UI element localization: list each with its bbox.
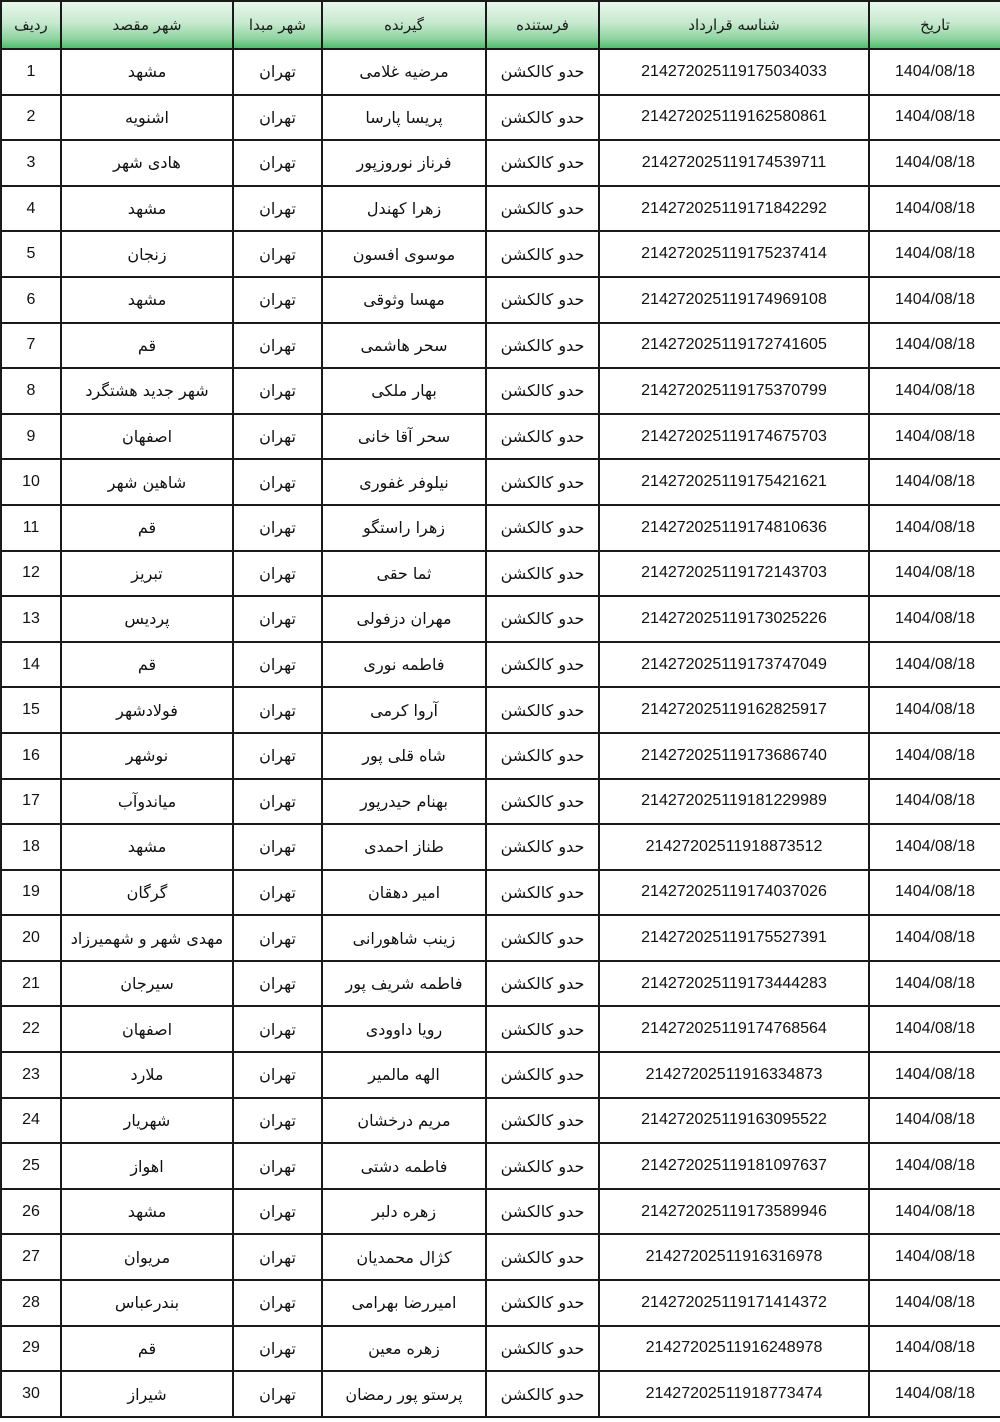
cell-date: 1404/08/18 bbox=[869, 1052, 1000, 1098]
cell-recipient: آروا کرمی bbox=[322, 687, 486, 733]
cell-origin-city: تهران bbox=[233, 824, 322, 870]
cell-row-number: 2 bbox=[1, 95, 61, 141]
cell-origin-city: تهران bbox=[233, 642, 322, 688]
cell-sender: حدو کالکشن bbox=[486, 1143, 599, 1189]
header-recipient: گیرنده bbox=[322, 1, 486, 49]
cell-row-number: 19 bbox=[1, 870, 61, 916]
header-date: تاریخ bbox=[869, 1, 1000, 49]
cell-recipient: کژال محمدیان bbox=[322, 1234, 486, 1280]
cell-origin-city: تهران bbox=[233, 1052, 322, 1098]
cell-row-number: 22 bbox=[1, 1006, 61, 1052]
cell-sender: حدو کالکشن bbox=[486, 596, 599, 642]
cell-origin-city: تهران bbox=[233, 186, 322, 232]
cell-sender: حدو کالکشن bbox=[486, 49, 599, 95]
cell-sender: حدو کالکشن bbox=[486, 642, 599, 688]
cell-recipient: سحر هاشمی bbox=[322, 323, 486, 369]
cell-origin-city: تهران bbox=[233, 49, 322, 95]
cell-row-number: 9 bbox=[1, 414, 61, 460]
cell-origin-city: تهران bbox=[233, 1280, 322, 1326]
cell-date: 1404/08/18 bbox=[869, 961, 1000, 1007]
cell-row-number: 4 bbox=[1, 186, 61, 232]
cell-contract-id: 21427202511918873512 bbox=[599, 824, 869, 870]
cell-date: 1404/08/18 bbox=[869, 140, 1000, 186]
cell-recipient: فاطمه نوری bbox=[322, 642, 486, 688]
cell-origin-city: تهران bbox=[233, 368, 322, 414]
table-row bbox=[1, 459, 1000, 505]
table-row bbox=[1, 1052, 1000, 1098]
cell-sender: حدو کالکشن bbox=[486, 870, 599, 916]
cell-contract-id: 214272025119173025226 bbox=[599, 596, 869, 642]
cell-contract-id: 214272025119175237414 bbox=[599, 231, 869, 277]
cell-sender: حدو کالکشن bbox=[486, 186, 599, 232]
cell-sender: حدو کالکشن bbox=[486, 733, 599, 779]
cell-sender: حدو کالکشن bbox=[486, 459, 599, 505]
cell-recipient: مرضیه غلامی bbox=[322, 49, 486, 95]
cell-origin-city: تهران bbox=[233, 961, 322, 1007]
cell-contract-id: 214272025119163095522 bbox=[599, 1098, 869, 1144]
cell-row-number: 17 bbox=[1, 779, 61, 825]
cell-destination-city: مشهد bbox=[61, 186, 233, 232]
cell-destination-city: اصفهان bbox=[61, 414, 233, 460]
cell-contract-id: 214272025119174037026 bbox=[599, 870, 869, 916]
cell-row-number: 10 bbox=[1, 459, 61, 505]
cell-destination-city: قم bbox=[61, 1326, 233, 1372]
table-row bbox=[1, 1371, 1000, 1417]
cell-destination-city: شهریار bbox=[61, 1098, 233, 1144]
cell-sender: حدو کالکشن bbox=[486, 1052, 599, 1098]
cell-contract-id: 214272025119174539711 bbox=[599, 140, 869, 186]
cell-date: 1404/08/18 bbox=[869, 551, 1000, 597]
cell-date: 1404/08/18 bbox=[869, 1143, 1000, 1189]
cell-row-number: 14 bbox=[1, 642, 61, 688]
cell-destination-city: اشنویه bbox=[61, 95, 233, 141]
table-row bbox=[1, 140, 1000, 186]
cell-row-number: 8 bbox=[1, 368, 61, 414]
cell-sender: حدو کالکشن bbox=[486, 1326, 599, 1372]
cell-date: 1404/08/18 bbox=[869, 870, 1000, 916]
cell-destination-city: مریوان bbox=[61, 1234, 233, 1280]
cell-origin-city: تهران bbox=[233, 231, 322, 277]
cell-contract-id: 21427202511918773474 bbox=[599, 1371, 869, 1417]
cell-origin-city: تهران bbox=[233, 414, 322, 460]
cell-sender: حدو کالکشن bbox=[486, 231, 599, 277]
table-row bbox=[1, 870, 1000, 916]
cell-date: 1404/08/18 bbox=[869, 1326, 1000, 1372]
cell-recipient: شاه قلی پور bbox=[322, 733, 486, 779]
cell-destination-city: قم bbox=[61, 323, 233, 369]
cell-destination-city: پردیس bbox=[61, 596, 233, 642]
cell-destination-city: اهواز bbox=[61, 1143, 233, 1189]
cell-origin-city: تهران bbox=[233, 1189, 322, 1235]
cell-date: 1404/08/18 bbox=[869, 915, 1000, 961]
cell-destination-city: سیرجان bbox=[61, 961, 233, 1007]
cell-row-number: 7 bbox=[1, 323, 61, 369]
cell-contract-id: 214272025119172143703 bbox=[599, 551, 869, 597]
cell-contract-id: 214272025119174675703 bbox=[599, 414, 869, 460]
cell-row-number: 29 bbox=[1, 1326, 61, 1372]
cell-destination-city: گرگان bbox=[61, 870, 233, 916]
table-row bbox=[1, 1234, 1000, 1280]
cell-recipient: نیلوفر غفوری bbox=[322, 459, 486, 505]
table-row bbox=[1, 1143, 1000, 1189]
cell-date: 1404/08/18 bbox=[869, 368, 1000, 414]
cell-destination-city: اصفهان bbox=[61, 1006, 233, 1052]
cell-row-number: 15 bbox=[1, 687, 61, 733]
cell-recipient: بهار ملکی bbox=[322, 368, 486, 414]
header-destination-city: شهر مقصد bbox=[61, 1, 233, 49]
cell-date: 1404/08/18 bbox=[869, 323, 1000, 369]
cell-row-number: 30 bbox=[1, 1371, 61, 1417]
table-row bbox=[1, 915, 1000, 961]
cell-sender: حدو کالکشن bbox=[486, 915, 599, 961]
table-row bbox=[1, 1189, 1000, 1235]
cell-origin-city: تهران bbox=[233, 733, 322, 779]
table-body bbox=[1, 49, 1000, 1417]
cell-contract-id: 214272025119171842292 bbox=[599, 186, 869, 232]
cell-date: 1404/08/18 bbox=[869, 596, 1000, 642]
cell-recipient: الهه مالمیر bbox=[322, 1052, 486, 1098]
cell-row-number: 26 bbox=[1, 1189, 61, 1235]
cell-contract-id: 21427202511916334873 bbox=[599, 1052, 869, 1098]
cell-recipient: امیر دهقان bbox=[322, 870, 486, 916]
cell-sender: حدو کالکشن bbox=[486, 1371, 599, 1417]
table-row bbox=[1, 95, 1000, 141]
cell-contract-id: 214272025119174768564 bbox=[599, 1006, 869, 1052]
cell-contract-id: 214272025119181097637 bbox=[599, 1143, 869, 1189]
table-row bbox=[1, 1326, 1000, 1372]
cell-sender: حدو کالکشن bbox=[486, 1280, 599, 1326]
table-row bbox=[1, 323, 1000, 369]
cell-contract-id: 21427202511916316978 bbox=[599, 1234, 869, 1280]
cell-origin-city: تهران bbox=[233, 870, 322, 916]
cell-recipient: سحر آقا خانی bbox=[322, 414, 486, 460]
cell-destination-city: شیراز bbox=[61, 1371, 233, 1417]
cell-date: 1404/08/18 bbox=[869, 277, 1000, 323]
cell-contract-id: 214272025119175421621 bbox=[599, 459, 869, 505]
table-row bbox=[1, 231, 1000, 277]
cell-contract-id: 214272025119175034033 bbox=[599, 49, 869, 95]
cell-sender: حدو کالکشن bbox=[486, 824, 599, 870]
cell-destination-city: بندرعباس bbox=[61, 1280, 233, 1326]
cell-origin-city: تهران bbox=[233, 1234, 322, 1280]
header-row bbox=[1, 1, 1000, 49]
cell-row-number: 16 bbox=[1, 733, 61, 779]
cell-contract-id: 214272025119173589946 bbox=[599, 1189, 869, 1235]
cell-date: 1404/08/18 bbox=[869, 1098, 1000, 1144]
cell-row-number: 23 bbox=[1, 1052, 61, 1098]
cell-destination-city: مشهد bbox=[61, 824, 233, 870]
cell-origin-city: تهران bbox=[233, 505, 322, 551]
cell-sender: حدو کالکشن bbox=[486, 277, 599, 323]
table-row bbox=[1, 368, 1000, 414]
cell-origin-city: تهران bbox=[233, 1143, 322, 1189]
cell-destination-city: میاندوآب bbox=[61, 779, 233, 825]
cell-row-number: 6 bbox=[1, 277, 61, 323]
cell-row-number: 12 bbox=[1, 551, 61, 597]
cell-destination-city: مشهد bbox=[61, 1189, 233, 1235]
cell-contract-id: 214272025119175370799 bbox=[599, 368, 869, 414]
cell-recipient: زهرا راستگو bbox=[322, 505, 486, 551]
cell-origin-city: تهران bbox=[233, 551, 322, 597]
cell-recipient: فاطمه شریف پور bbox=[322, 961, 486, 1007]
cell-date: 1404/08/18 bbox=[869, 1189, 1000, 1235]
cell-row-number: 3 bbox=[1, 140, 61, 186]
cell-origin-city: تهران bbox=[233, 1098, 322, 1144]
cell-date: 1404/08/18 bbox=[869, 414, 1000, 460]
cell-contract-id: 214272025119162580861 bbox=[599, 95, 869, 141]
table-row bbox=[1, 505, 1000, 551]
table-row bbox=[1, 551, 1000, 597]
cell-sender: حدو کالکشن bbox=[486, 687, 599, 733]
cell-origin-city: تهران bbox=[233, 323, 322, 369]
cell-destination-city: شهر جدید هشتگرد bbox=[61, 368, 233, 414]
table-row bbox=[1, 1098, 1000, 1144]
table-row bbox=[1, 642, 1000, 688]
cell-origin-city: تهران bbox=[233, 779, 322, 825]
cell-row-number: 25 bbox=[1, 1143, 61, 1189]
cell-sender: حدو کالکشن bbox=[486, 505, 599, 551]
table-row bbox=[1, 596, 1000, 642]
cell-recipient: فرناز نوروزپور bbox=[322, 140, 486, 186]
cell-date: 1404/08/18 bbox=[869, 779, 1000, 825]
cell-sender: حدو کالکشن bbox=[486, 1189, 599, 1235]
cell-sender: حدو کالکشن bbox=[486, 368, 599, 414]
cell-destination-city: مهدی شهر و شهمیرزاد bbox=[61, 915, 233, 961]
cell-sender: حدو کالکشن bbox=[486, 779, 599, 825]
cell-recipient: بهنام حیدرپور bbox=[322, 779, 486, 825]
cell-recipient: زهره معین bbox=[322, 1326, 486, 1372]
cell-destination-city: مشهد bbox=[61, 49, 233, 95]
cell-destination-city: قم bbox=[61, 505, 233, 551]
cell-destination-city: قم bbox=[61, 642, 233, 688]
cell-origin-city: تهران bbox=[233, 915, 322, 961]
cell-destination-city: نوشهر bbox=[61, 733, 233, 779]
header-contract-id: شناسه قرارداد bbox=[599, 1, 869, 49]
cell-date: 1404/08/18 bbox=[869, 231, 1000, 277]
header-sender: فرستنده bbox=[486, 1, 599, 49]
cell-row-number: 1 bbox=[1, 49, 61, 95]
cell-row-number: 24 bbox=[1, 1098, 61, 1144]
cell-recipient: مریم درخشان bbox=[322, 1098, 486, 1144]
cell-contract-id: 214272025119175527391 bbox=[599, 915, 869, 961]
cell-destination-city: تبریز bbox=[61, 551, 233, 597]
cell-row-number: 11 bbox=[1, 505, 61, 551]
table-row bbox=[1, 186, 1000, 232]
cell-date: 1404/08/18 bbox=[869, 824, 1000, 870]
cell-destination-city: هادی شهر bbox=[61, 140, 233, 186]
cell-destination-city: ملارد bbox=[61, 1052, 233, 1098]
cell-destination-city: فولادشهر bbox=[61, 687, 233, 733]
cell-contract-id: 214272025119173686740 bbox=[599, 733, 869, 779]
cell-sender: حدو کالکشن bbox=[486, 551, 599, 597]
cell-contract-id: 214272025119171414372 bbox=[599, 1280, 869, 1326]
cell-sender: حدو کالکشن bbox=[486, 1098, 599, 1144]
cell-origin-city: تهران bbox=[233, 1371, 322, 1417]
cell-recipient: رویا داوودی bbox=[322, 1006, 486, 1052]
table-row bbox=[1, 733, 1000, 779]
cell-row-number: 5 bbox=[1, 231, 61, 277]
cell-date: 1404/08/18 bbox=[869, 642, 1000, 688]
table-row bbox=[1, 49, 1000, 95]
cell-destination-city: مشهد bbox=[61, 277, 233, 323]
cell-date: 1404/08/18 bbox=[869, 1280, 1000, 1326]
cell-origin-city: تهران bbox=[233, 1006, 322, 1052]
cell-origin-city: تهران bbox=[233, 459, 322, 505]
cell-origin-city: تهران bbox=[233, 687, 322, 733]
cell-contract-id: 214272025119181229989 bbox=[599, 779, 869, 825]
cell-row-number: 27 bbox=[1, 1234, 61, 1280]
cell-date: 1404/08/18 bbox=[869, 505, 1000, 551]
cell-destination-city: شاهین شهر bbox=[61, 459, 233, 505]
cell-recipient: پرستو پور رمضان bbox=[322, 1371, 486, 1417]
cell-date: 1404/08/18 bbox=[869, 95, 1000, 141]
cell-recipient: مهران دزفولی bbox=[322, 596, 486, 642]
cell-origin-city: تهران bbox=[233, 596, 322, 642]
cell-origin-city: تهران bbox=[233, 277, 322, 323]
cell-sender: حدو کالکشن bbox=[486, 1006, 599, 1052]
header-row-number: ردیف bbox=[1, 1, 61, 49]
cell-recipient: زینب شاهورانی bbox=[322, 915, 486, 961]
cell-date: 1404/08/18 bbox=[869, 1371, 1000, 1417]
cell-origin-city: تهران bbox=[233, 140, 322, 186]
cell-recipient: مهسا وثوقی bbox=[322, 277, 486, 323]
cell-date: 1404/08/18 bbox=[869, 687, 1000, 733]
cell-date: 1404/08/18 bbox=[869, 459, 1000, 505]
table-row bbox=[1, 824, 1000, 870]
cell-sender: حدو کالکشن bbox=[486, 961, 599, 1007]
cell-date: 1404/08/18 bbox=[869, 1006, 1000, 1052]
cell-recipient: موسوی افسون bbox=[322, 231, 486, 277]
cell-sender: حدو کالکشن bbox=[486, 95, 599, 141]
table-row bbox=[1, 687, 1000, 733]
table-row bbox=[1, 277, 1000, 323]
cell-recipient: ثما حقی bbox=[322, 551, 486, 597]
header-origin-city: شهر مبدا bbox=[233, 1, 322, 49]
cell-contract-id: 214272025119172741605 bbox=[599, 323, 869, 369]
table-row bbox=[1, 779, 1000, 825]
cell-date: 1404/08/18 bbox=[869, 49, 1000, 95]
cell-origin-city: تهران bbox=[233, 95, 322, 141]
cell-date: 1404/08/18 bbox=[869, 186, 1000, 232]
cell-sender: حدو کالکشن bbox=[486, 140, 599, 186]
cell-contract-id: 214272025119162825917 bbox=[599, 687, 869, 733]
cell-recipient: زهرا کهندل bbox=[322, 186, 486, 232]
cell-recipient: طناز احمدی bbox=[322, 824, 486, 870]
cell-contract-id: 21427202511916248978 bbox=[599, 1326, 869, 1372]
cell-sender: حدو کالکشن bbox=[486, 414, 599, 460]
cell-recipient: زهره دلبر bbox=[322, 1189, 486, 1235]
cell-contract-id: 214272025119174810636 bbox=[599, 505, 869, 551]
table-row bbox=[1, 961, 1000, 1007]
cell-sender: حدو کالکشن bbox=[486, 323, 599, 369]
cell-date: 1404/08/18 bbox=[869, 733, 1000, 779]
cell-row-number: 28 bbox=[1, 1280, 61, 1326]
cell-contract-id: 214272025119173747049 bbox=[599, 642, 869, 688]
cell-recipient: فاطمه دشتی bbox=[322, 1143, 486, 1189]
cell-recipient: پریسا پارسا bbox=[322, 95, 486, 141]
cell-row-number: 18 bbox=[1, 824, 61, 870]
table-row bbox=[1, 1006, 1000, 1052]
cell-contract-id: 214272025119173444283 bbox=[599, 961, 869, 1007]
cell-row-number: 13 bbox=[1, 596, 61, 642]
table-row bbox=[1, 414, 1000, 460]
cell-row-number: 21 bbox=[1, 961, 61, 1007]
cell-sender: حدو کالکشن bbox=[486, 1234, 599, 1280]
cell-contract-id: 214272025119174969108 bbox=[599, 277, 869, 323]
cell-origin-city: تهران bbox=[233, 1326, 322, 1372]
table-row bbox=[1, 1280, 1000, 1326]
cell-destination-city: زنجان bbox=[61, 231, 233, 277]
cell-recipient: امیررضا بهرامی bbox=[322, 1280, 486, 1326]
cell-row-number: 20 bbox=[1, 915, 61, 961]
cell-date: 1404/08/18 bbox=[869, 1234, 1000, 1280]
